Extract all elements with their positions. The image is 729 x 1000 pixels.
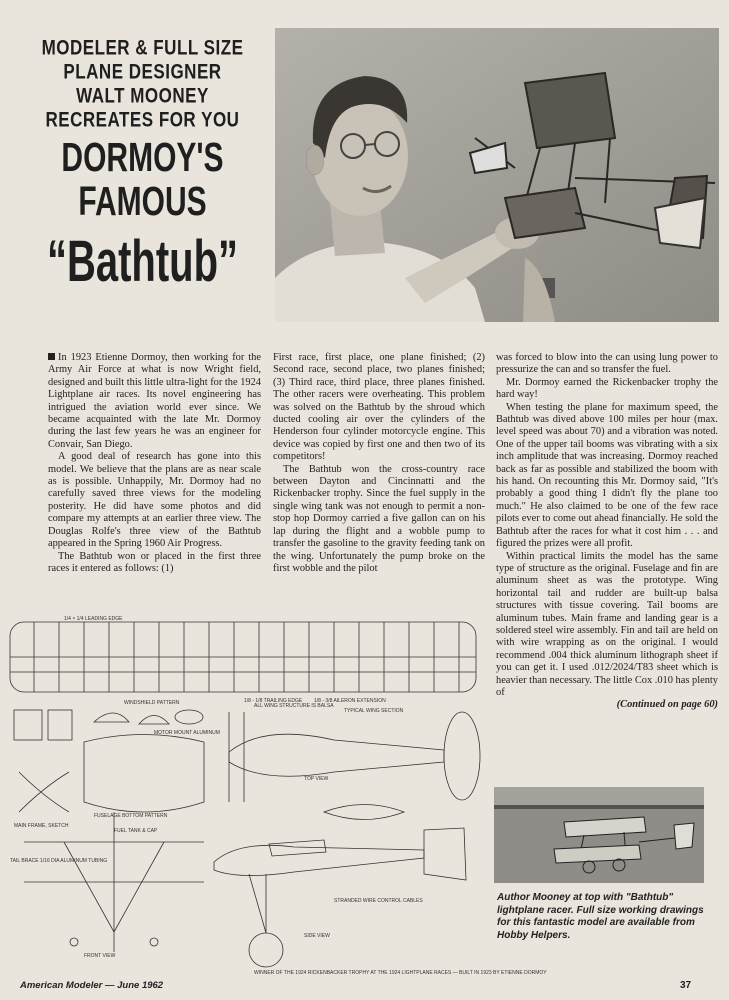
plan-drawing <box>4 612 547 982</box>
paragraph: First race, first place, one plane finished; (2) Second race, second place, two planes finished; (3) Third race, third place, three planes finished. The other racers were overheating. This problem was solved on the Bathtub by the shroud which ducted cooling air over the cylinders of the Henderson four cylinder motorcycle engine. This device was copied by first one and then two of its competitors! <box>273 352 485 463</box>
label-tail-brace: TAIL BRACE 1/16 DIA ALUMINUM TUBING <box>10 858 108 864</box>
label-winner: WINNER OF THE 1924 RICKENBACKER TROPHY AT THE 1924 LIGHTPLANE RACES — BUILT IN 1923 BY ETIENNE DORMOY <box>254 970 547 976</box>
headline-line: MODELER & FULL SIZE <box>41 35 244 60</box>
headline-title: “Bathtub” <box>46 230 239 294</box>
paragraph: A good deal of research has gone into this model. We believe that the plans are as near scale as is possible. Unhappily, Mr. Dormoy had no carefully saved three views for the modeling posterity. He did have some photos and did compare my attempts at an earlier three view. The Douglas Rolfe's three view of the Bathtub appeared in the Spring 1960 Air Progress. <box>48 451 261 550</box>
label-front-view: FRONT VIEW <box>84 953 116 959</box>
paragraph: The Bathtub won or placed in the first three races it entered as follows: (1) <box>48 550 261 574</box>
article-column-3 <box>496 352 718 712</box>
continued-note: (Continued on page 60) <box>616 699 718 711</box>
paragraph: The Bathtub won the cross-country race between Dayton and Cincinnatti and the Rickenbacker trophy. Since the fuel supply in the single wing tank was not enough to permit a non-stop hop Dormoy carried a five gallon can on his lap during the flight and a wobble pump to transfer the gasoline to the gravity feeding tank on the wing. Unfortunately the pump broke on the first wobble and the pilot <box>273 463 485 574</box>
label-wing-section: TYPICAL WING SECTION <box>344 708 404 714</box>
label-leading-edge: 1/4 × 1/4 LEADING EDGE <box>64 616 123 622</box>
label-top-view: TOP VIEW <box>304 776 329 782</box>
page-number: 37 <box>680 980 692 991</box>
footer-publication: American Modeler — June 1962 <box>20 980 164 991</box>
label-stranded: STRANDED WIRE CONTROL CABLES <box>334 898 423 904</box>
article-column-1 <box>48 352 261 575</box>
model-photo <box>494 787 704 883</box>
headline-line: RECREATES FOR YOU <box>45 107 240 132</box>
headline <box>10 35 275 294</box>
label-aileron: 1/8 - 3/8 AILERON EXTENSION <box>314 698 386 704</box>
label-side-view: SIDE VIEW <box>304 933 330 939</box>
paragraph: was forced to blow into the can using lung power to pressurize the can and so transfer the fuel. <box>496 352 718 376</box>
label-fuselage-bottom: FUSELAGE BOTTOM PATTERN <box>94 813 168 819</box>
label-trailing-edge: 1/8 - 1/8 TRAILING EDGE <box>244 698 303 704</box>
paragraph: Within practical limits the model has the same type of structure as the original. Fuselage and fin are aluminum sheet as was the prototype. Wing horizontal tail and rudder are built-up balsa structures with tissue covering. Tail booms are aluminum tubes. Main frame and landing gear is a soldered steel wire assembly. Fin and tail are held on with wire wrapping as on the original. I would recommend .004 thick aluminum lithograph sheet if you can get it. I used .012/2024/T83 sheet which is heavier than necessary. The little Cox .010 has plenty of <box>496 550 718 698</box>
headline-line: PLANE DESIGNER <box>63 59 222 84</box>
paragraph: When testing the plane for maximum speed, the Bathtub was dived above 100 miles per hour (max. level speed was about 70) and a vibration was noted. One of the upper tail booms was vibrating with a six inch amplitude that was increasing. Dormoy reached back as far as possible and stabilized the boom with his hand. On recounting this Mr. Dormoy said, "It's probably a good thing I didn't fly the plane too much." He also claimed to be one of the few race pilots ever to come out ahead financially. He sold the Bathtub after the races for what it cost him . . . and figured the prizes were all profit. <box>496 401 718 550</box>
headline-dormoys: DORMOY'S <box>61 136 224 181</box>
label-motor-mount: MOTOR MOUNT ALUMINUM <box>154 730 220 736</box>
square-bullet-icon <box>48 353 55 360</box>
label-balsa: ALL WING STRUCTURE IS BALSA <box>254 703 334 709</box>
paragraph: In 1923 Etienne Dormoy, then working for the Army Air Force at what is now Wright field, designed and built this little ultra-light for the 1924 Lightplane air races. Its novel engineering has intrigued the aviation world ever since. We became acquainted with the late Mr. Dormoy during the last few years he was an engineer for Convair, San Diego. <box>48 352 261 450</box>
label-main-frame: MAIN FRAME, SKETCH <box>14 823 69 829</box>
author-photo <box>275 28 719 322</box>
photo-caption: Author Mooney at top with "Bathtub" lightplane racer. Full size working drawings for this fantastic model are available from Hobby Helpers. <box>497 892 704 941</box>
article-column-2 <box>273 352 485 575</box>
label-fuel-tank: FUEL TANK & CAP <box>114 828 158 834</box>
headline-famous: FAMOUS <box>78 180 207 225</box>
headline-line: WALT MOONEY <box>76 83 209 108</box>
label-windshield: WINDSHIELD PATTERN <box>124 700 180 706</box>
paragraph: Mr. Dormoy earned the Rickenbacker trophy the hard way! <box>496 376 718 401</box>
